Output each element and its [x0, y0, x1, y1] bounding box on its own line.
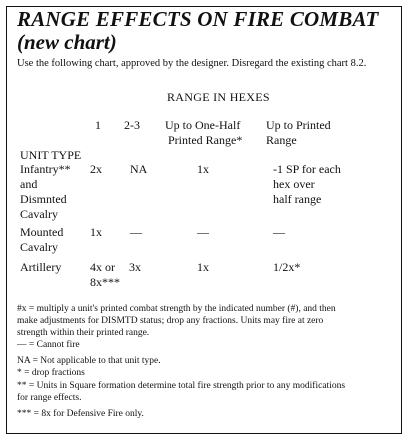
infantry-range-printed-line1: -1 SP for each	[273, 162, 341, 176]
footnote-line: * = drop fractions	[17, 368, 85, 378]
unit-mounted-cavalry-line1: Mounted	[20, 225, 64, 239]
infantry-range-printed-line2: hex over	[273, 177, 315, 191]
artillery-range-1-line2: 8x***	[90, 275, 120, 289]
unit-infantry-line4: Cavalry	[20, 207, 58, 221]
footnote-line: make adjustments for DISMTD status; drop any fractions. Units may fire at zero	[17, 316, 324, 326]
infantry-range-1: 2x	[90, 162, 102, 176]
column-header-half-range-line2: Printed Range*	[168, 133, 243, 147]
chart-subtitle: (new chart)	[17, 30, 117, 54]
artillery-range-half: 1x	[197, 260, 209, 274]
footnote-line: for range effects.	[17, 393, 82, 403]
mounted-range-printed: —	[273, 225, 285, 239]
footnote-line: #x = multiply a unit's printed combat strength by the indicated number (#), and then	[17, 304, 336, 314]
footnote-line: *** = 8x for Defensive Fire only.	[17, 409, 144, 419]
infantry-range-printed-line3: half range	[273, 192, 322, 206]
unit-infantry-line2: and	[20, 177, 38, 191]
infantry-range-2-3: NA	[130, 162, 148, 176]
footnote-line: strength within their printed range.	[17, 328, 150, 338]
infantry-range-half: 1x	[197, 162, 209, 176]
column-header-2-3: 2-3	[124, 118, 140, 132]
footnote-line: NA = Not applicable to that unit type.	[17, 356, 161, 366]
footnote-line: — = Cannot fire	[17, 340, 80, 350]
chart-title: RANGE EFFECTS ON FIRE COMBAT	[17, 7, 379, 31]
unit-mounted-cavalry-line2: Cavalry	[20, 240, 58, 254]
column-header-printed-range-line1: Up to Printed	[266, 118, 331, 132]
footnote-line: ** = Units in Square formation determine total fire strength prior to any modifications	[17, 381, 346, 391]
mounted-range-half: —	[197, 225, 209, 239]
column-header-half-range-line1: Up to One-Half	[165, 118, 241, 132]
unit-infantry-line1: Infantry**	[20, 162, 71, 176]
intro-text: Use the following chart, approved by the designer. Disregard the existing chart 8.2.	[17, 58, 367, 69]
artillery-range-1-line1: 4x or	[90, 260, 115, 274]
unit-artillery: Artillery	[20, 260, 62, 274]
range-in-hexes-header: RANGE IN HEXES	[167, 90, 270, 104]
unit-type-header: UNIT TYPE	[20, 148, 82, 162]
column-header-1: 1	[95, 118, 101, 132]
unit-infantry-line3: Dismnted	[20, 192, 67, 206]
column-header-printed-range-line2: Range	[266, 133, 297, 147]
artillery-range-printed: 1/2x*	[273, 260, 301, 274]
mounted-range-1: 1x	[90, 225, 102, 239]
mounted-range-2-3: —	[130, 225, 142, 239]
artillery-range-2-3: 3x	[129, 260, 141, 274]
